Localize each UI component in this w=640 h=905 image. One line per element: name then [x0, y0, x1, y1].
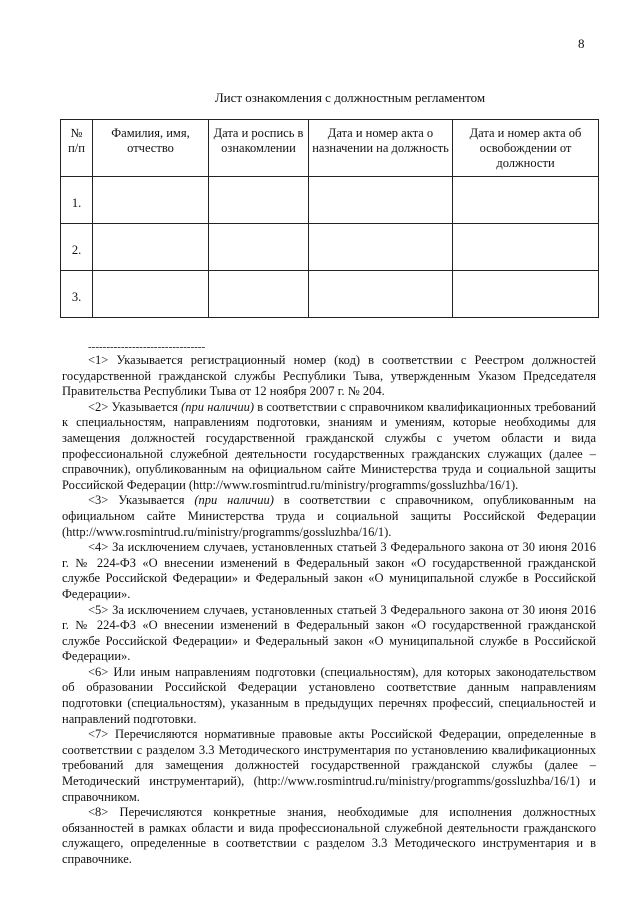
table-row	[61, 271, 599, 318]
footnote-3	[62, 493, 596, 540]
footnote-3-italic: (при наличии)	[194, 493, 274, 508]
table-cell	[93, 224, 209, 271]
table-row	[61, 177, 599, 224]
table-cell	[309, 271, 453, 318]
table-cell	[453, 177, 599, 224]
page-number: 8	[578, 36, 585, 51]
header-full-name: Фамилия, имя, отчество	[93, 120, 209, 177]
footnote-6: <6> Или иным направлениям подготовки (специальностям), для которых законодательством об образовании Российской Федерации установлено соответствие данным направлениям подготовки (специальностям), указанным в предыдущих перечнях профессий, специальностей и направлений подготовки.	[62, 664, 596, 726]
table-row	[61, 224, 599, 271]
page-title: Лист ознакомления с должностным регламентом	[214, 90, 486, 105]
footnote-7: <7> Перечисляются нормативные правовые акты Российской Федерации, определенные в соответствии с разделом 3.3 Методического инструментария по установлению квалификационных требований для замещения должностей государственной гражданской службы (далее – Методический инструментарий), (http://www.rosmintrud.ru/ministry/programms/gossluzhba/16/1) и справочником.	[62, 727, 596, 804]
footnotes	[62, 353, 596, 868]
header-appointment-act: Дата и номер акта о назначении на должность	[309, 120, 453, 177]
table-cell	[93, 271, 209, 318]
table-cell	[209, 177, 309, 224]
footnote-2-start: <2> Указывается	[88, 399, 182, 414]
table-cell	[309, 177, 453, 224]
footnote-5: <5> За исключением случаев, установленных статьей 3 Федерального закона от 30 июня 2016 г. № 224-ФЗ «О внесении изменений в Федеральный закон «О государственной гражданской службе Российской Федерации» и Федеральный закон «О муниципальной службе в Российской Федерации».	[62, 602, 596, 664]
footnote-separator: --------------------------------	[88, 341, 206, 353]
footnote-2	[62, 400, 596, 494]
header-number: № п/п	[61, 120, 93, 177]
row-number: 1.	[61, 177, 93, 224]
footnote-4: <4> За исключением случаев, установленных статьей 3 Федерального закона от 30 июня 2016 г. № 224-ФЗ «О внесении изменений в Федеральный закон «О государственной гражданской службе Российской Федерации» и Федеральный закон «О муниципальной службе в Российской Федерации».	[62, 540, 596, 601]
footnote-2-rest: в соответствии с справочником квалификационных требований к специальностям, направлениям подготовки, знаниям и умениям, которые необходимы для замещения должностей государственной гражданской службы с учетом области и вида профессиональной служебной деятельности государственных гражданских служащих (далее – справочник), опубликованным на официальном сайте Министерства труда и социальной защиты Российской Федерации (http://www.rosmintrud.ru/ministry/programms/gossluzhba/16/1).	[62, 399, 596, 492]
header-date-signature: Дата и роспись в ознакомлении	[209, 120, 309, 177]
footnote-1: <1> Указывается регистрационный номер (код) в соответствии с Реестром должностей государственной гражданской службы Республики Тыва, утвержденным Указом Председателя Правительства Республики Тыва от 12 ноября 2007 г. № 204.	[62, 353, 596, 399]
footnote-3-start: <3> Указывается	[88, 493, 195, 508]
table-cell	[209, 271, 309, 318]
table-header-row	[61, 120, 599, 177]
footnote-2-italic: (при наличии)	[181, 399, 255, 414]
table-cell	[209, 224, 309, 271]
row-number: 3.	[61, 271, 93, 318]
footnote-8: <8> Перечисляются конкретные знания, необходимые для исполнения должностных обязанностей в рамках области и вида профессиональной служебной деятельности гражданского служащего, определенные в соответствии с разделом 3.3 Методического инструментария и в справочнике.	[62, 805, 596, 866]
acknowledgement-table	[60, 119, 599, 318]
table-cell	[453, 224, 599, 271]
table-cell	[93, 177, 209, 224]
header-dismissal-act: Дата и номер акта об освобождении от должности	[453, 120, 599, 177]
footnote-3-rest: в соответствии с справочником, опубликованным на официальном сайте Министерства труда и социальной защиты Российской Федерации (http://www.rosmintrud.ru/ministry/programms/gossluzhba/16/1).	[62, 493, 596, 539]
row-number: 2.	[61, 224, 93, 271]
table-cell	[309, 224, 453, 271]
table-cell	[453, 271, 599, 318]
